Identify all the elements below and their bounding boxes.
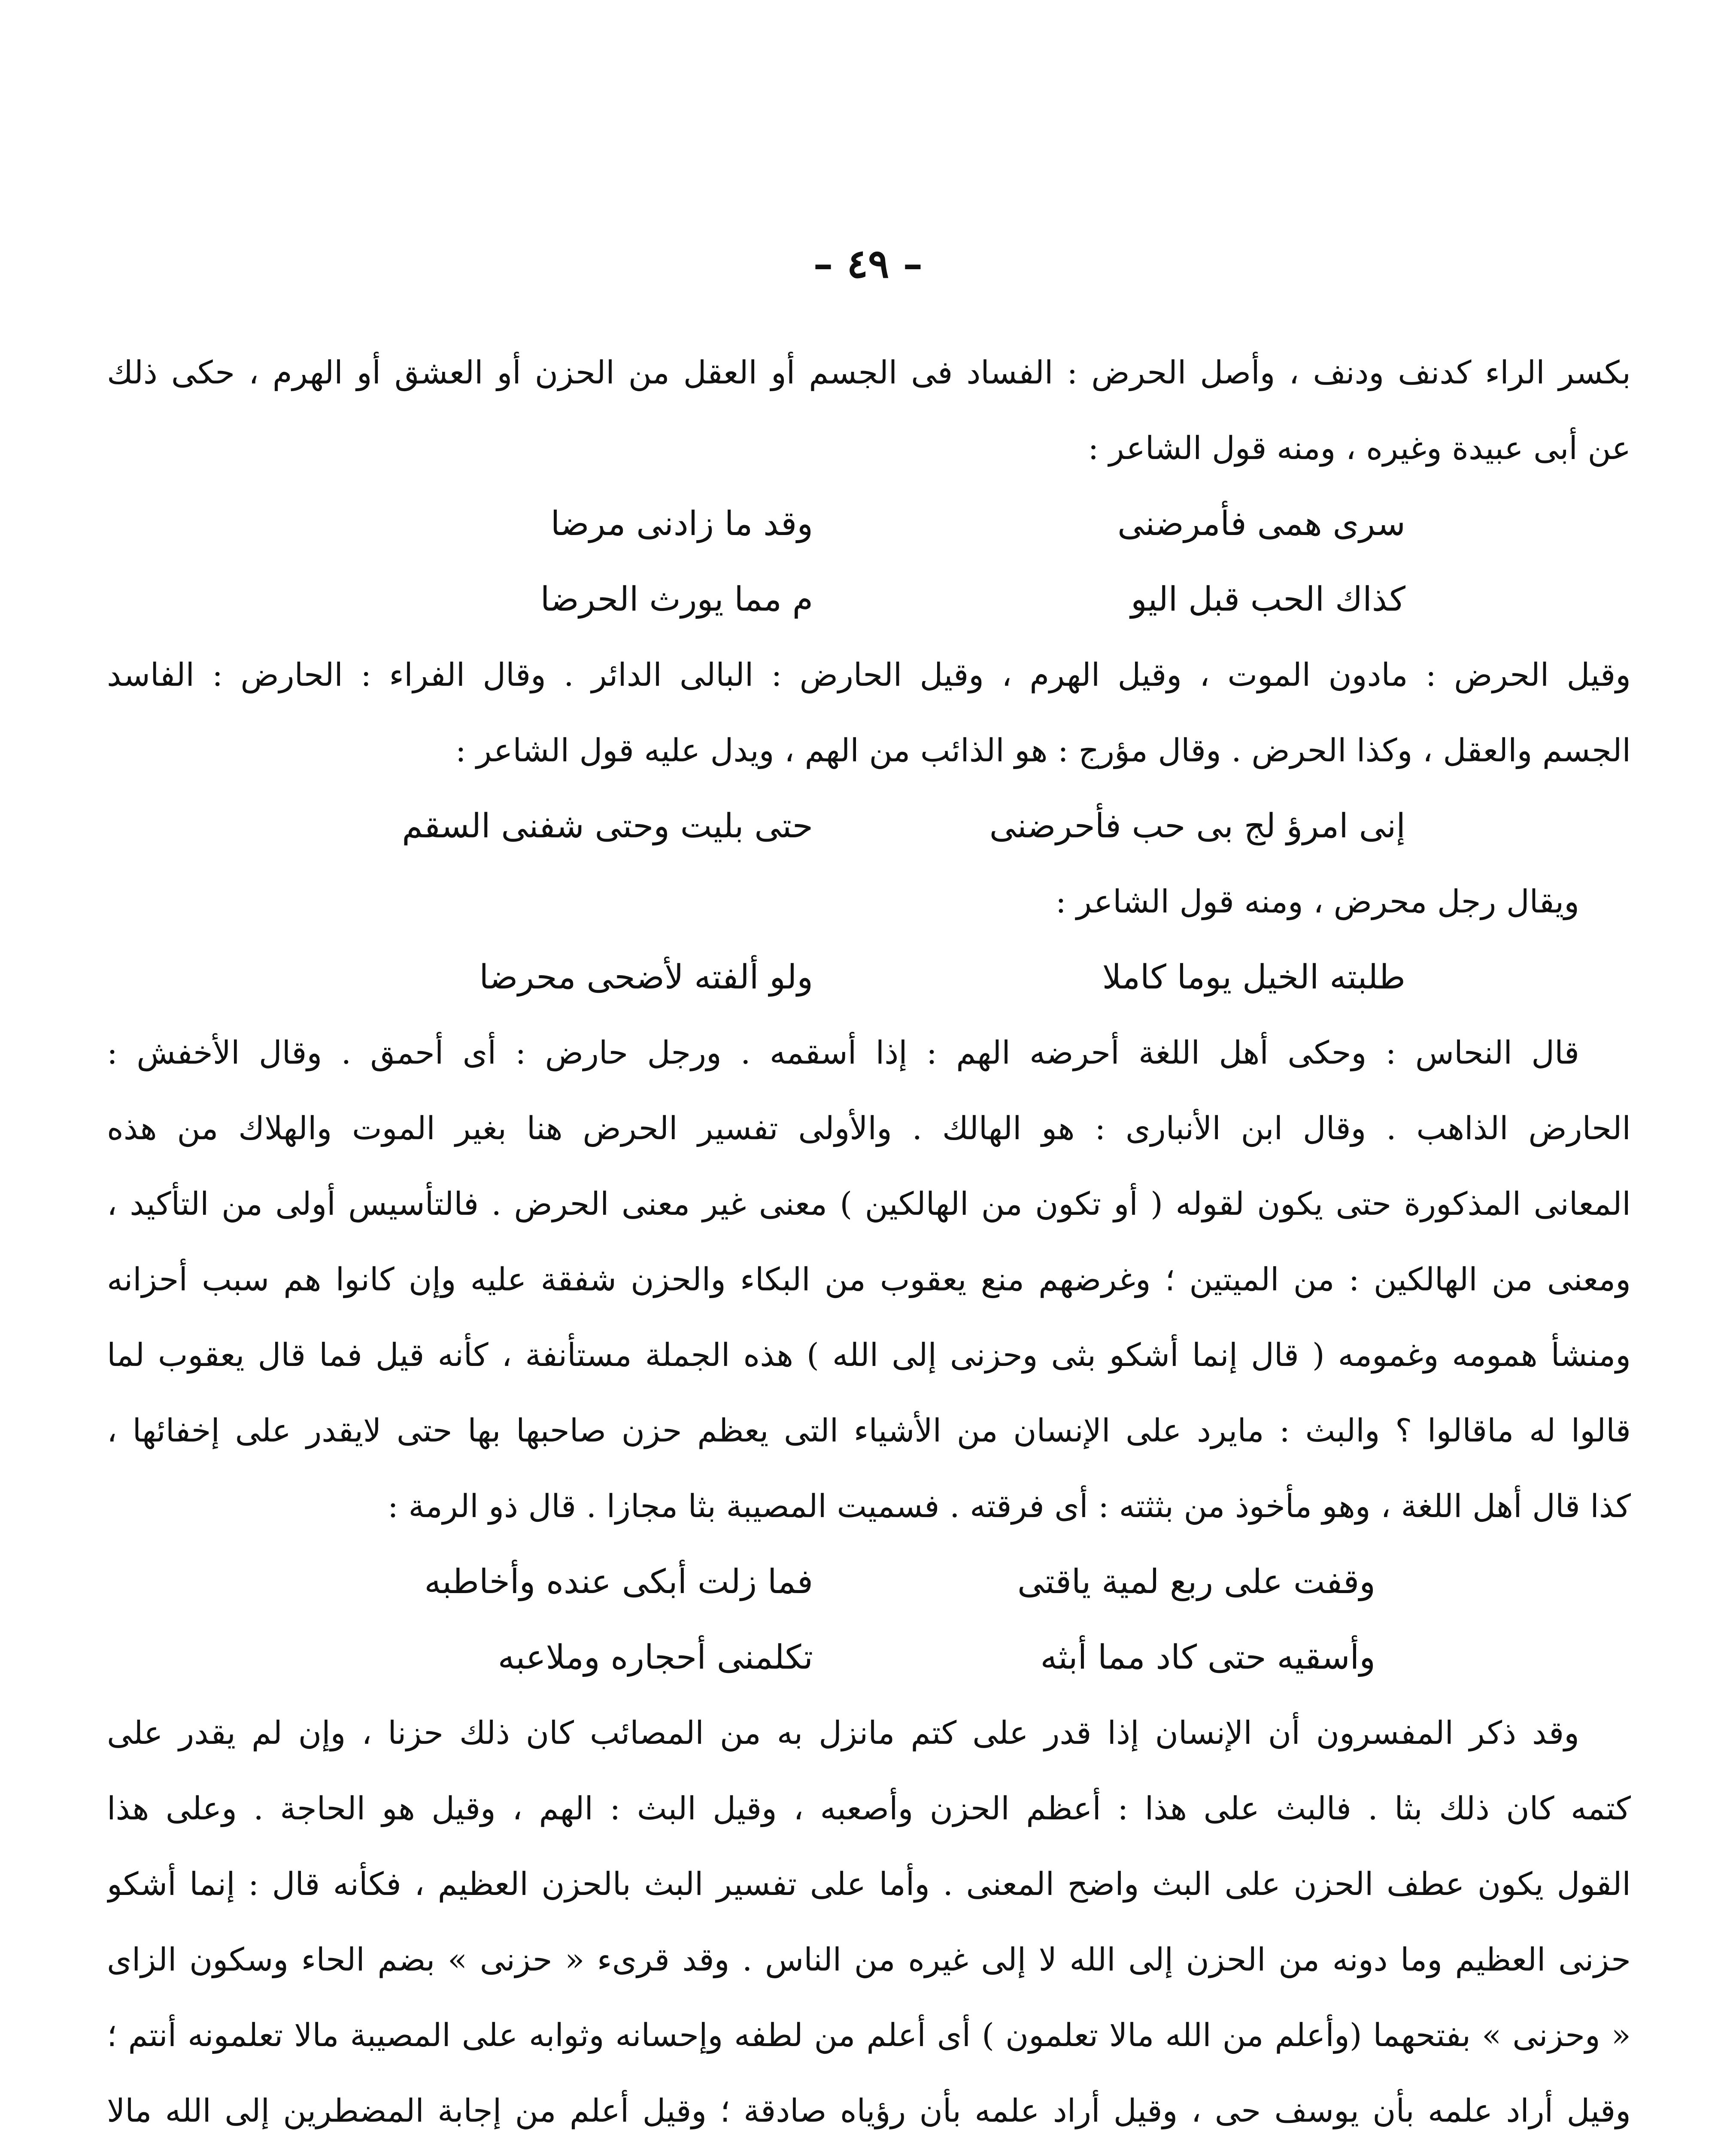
verse-second-hemistich: حتى بليت وحتى شفنى السقم [402, 807, 813, 845]
text-line: ويقال رجل محرض ، ومنه قول الشاعر : [1055, 883, 1579, 920]
text-line: ومنشأ همومه وغمومه ( قال إنما أشكو بثى وحزنى إلى الله ) هذه الجملة مستأنفة ، كأنه قيل فما قال يعقوب لما [107, 1337, 1631, 1374]
body-text [107, 335, 1631, 2147]
text-line: الحارض الذاهب . وقال ابن الأنبارى : هو الهالك . والأولى تفسير الحرض هنا بغير الموت والهلاك من هذه [107, 1110, 1631, 1147]
text-line: كتمه كان ذلك بثا . فالبث على هذا : أعظم الحزن وأصعبه ، وقيل البث : الهم ، وقيل هو الحاجة . وعلى هذا [107, 1790, 1631, 1827]
page-number: – ٤٩ – [813, 240, 923, 287]
text-line: حزنى العظيم وما دونه من الحزن إلى الله لا إلى غيره من الناس . وقد قرىء « حزنى » بضم الحاء وسكون الزاى [107, 1941, 1631, 1978]
text-line: قال النحاس : وحكى أهل اللغة أحرضه الهم : إذا أسقمه . ورجل حارض : أى أحمق . وقال الأخفش : [107, 1034, 1579, 1071]
verse [107, 562, 1631, 637]
text-line: كذا قال أهل اللغة ، وهو مأخوذ من بثثته : أى فرقته . فسميت المصيبة بثا مجازا . قال ذو الرمة : [388, 1488, 1631, 1525]
text-line: وقيل أراد علمه بأن يوسف حى ، وقيل أراد علمه بأن رؤياه صادقة ؛ وقيل أعلم من إجابة المضطرين إلى الله مالا [107, 2092, 1631, 2129]
text-line: « وحزنى » بفتحهما (وأعلم من الله مالا تعلمون ) أى أعلم من لطفه وإحسانه وثوابه على المصيبة مالا تعلمونه أنتم ؛ [107, 2017, 1631, 2054]
verse-first-hemistich: وقفت على ربع لمية ياقتى [1017, 1563, 1375, 1601]
text-line: وقيل الحرض : مادون الموت ، وقيل الهرم ، وقيل الحارض : البالى الدائر . وقال الفراء : الحارض : الفاسد [107, 657, 1631, 693]
text-line: المعانى المذكورة حتى يكون لقوله ( أو تكون من الهالكين ) معنى غير معنى الحرض . فالتأسيس أولى من التأكيد ، [107, 1186, 1631, 1223]
verse-first-hemistich: كذاك الحب قبل اليو [1131, 580, 1405, 619]
verse-first-hemistich: طلبته الخيل يوما كاملا [1102, 958, 1405, 997]
verse [107, 788, 1631, 864]
verse [107, 486, 1631, 562]
verse-second-hemistich: تكلمنى أحجاره وملاعبه [498, 1638, 813, 1677]
verse [107, 1544, 1631, 1620]
verse-second-hemistich: ولو ألفته لأضحى محرضا [479, 958, 813, 997]
verse [107, 940, 1631, 1015]
text-line: القول يكون عطف الحزن على البث واضح المعنى . وأما على تفسير البث بالحزن العظيم ، فكأنه قال : إنما أشكو [107, 1866, 1631, 1903]
text-line: وقد ذكر المفسرون أن الإنسان إذا قدر على كتم مانزل به من المصائب كان ذلك حزنا ، وإن لم يقدر على [107, 1715, 1579, 1752]
verse-first-hemistich: وأسقيه حتى كاد مما أبثه [1040, 1638, 1375, 1677]
text-line: عن أبى عبيدة وغيره ، ومنه قول الشاعر : [1088, 430, 1631, 467]
verse-first-hemistich: سرى همى فأمرضنى [1117, 505, 1405, 543]
text-line: قالوا له ماقالوا ؟ والبث : مايرد على الإنسان من الأشياء التى يعظم حزن صاحبها بها حتى لايقدر على إخفائها ، [107, 1412, 1631, 1449]
verse-second-hemistich: م مما يورث الحرضا [540, 580, 813, 619]
verse-second-hemistich: فما زلت أبكى عنده وأخاطبه [424, 1563, 813, 1601]
text-line: الجسم والعقل ، وكذا الحرض . وقال مؤرج : هو الذائب من الهم ، ويدل عليه قول الشاعر : [455, 732, 1631, 769]
verse-first-hemistich: إنى امرؤ لج بى حب فأحرضنى [989, 807, 1405, 845]
text-line: بكسر الراء كدنف ودنف ، وأصل الحرض : الفساد فى الجسم أو العقل من الحزن أو العشق أو الهرم ، حكى ذلك [107, 354, 1631, 391]
verse-second-hemistich: وقد ما زادنى مرضا [550, 505, 813, 543]
verse [107, 1620, 1631, 1695]
text-line: ومعنى من الهالكين : من الميتين ؛ وغرضهم منع يعقوب من البكاء والحزن شفقة عليه وإن كانوا هم سبب أحزانه [107, 1261, 1631, 1298]
